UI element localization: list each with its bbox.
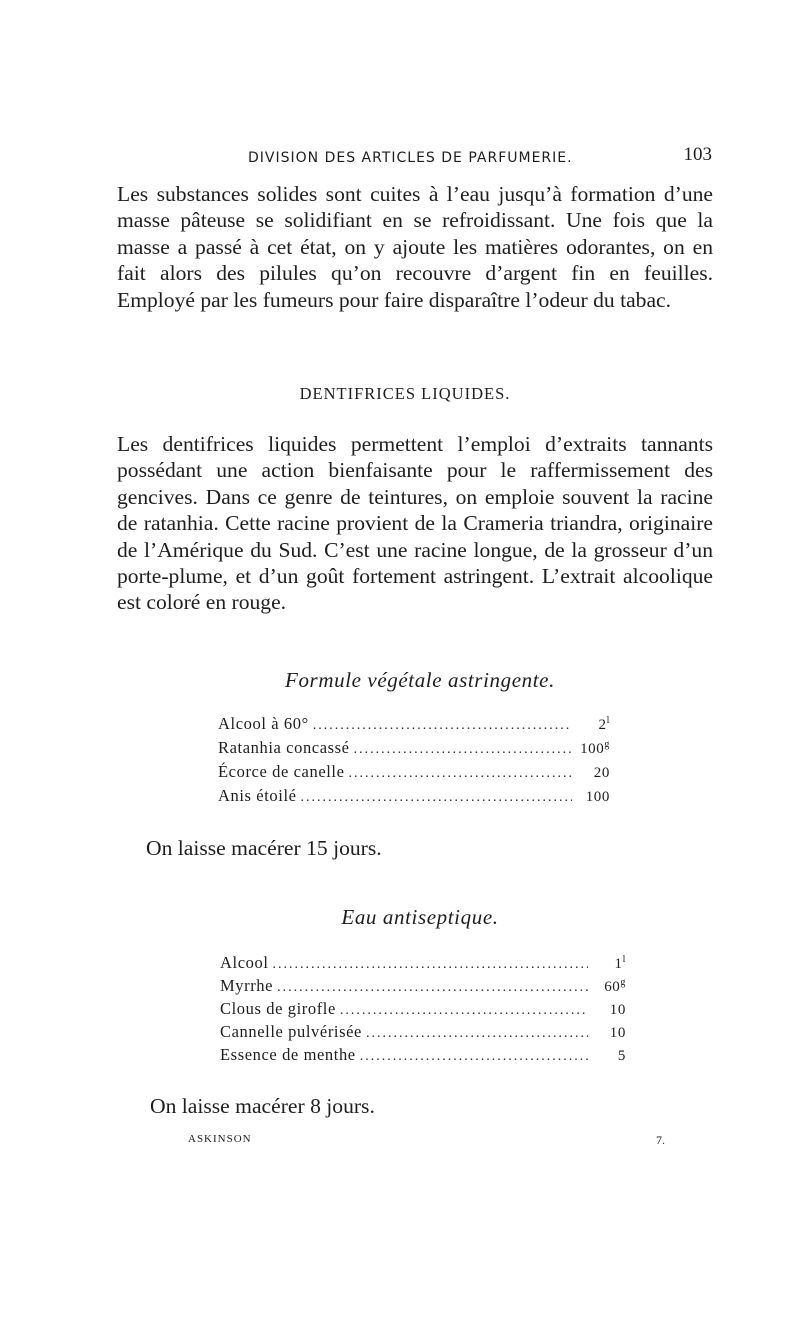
ingredient-name: Essence de menthe xyxy=(220,1045,356,1064)
recipe-row xyxy=(220,1045,626,1068)
ingredient-name: Alcool à 60° xyxy=(218,714,309,733)
recipe-row xyxy=(218,738,610,762)
section-heading: DENTIFRICES LIQUIDES. xyxy=(299,384,511,403)
recipe-table-astringente xyxy=(218,714,610,810)
recipe-row xyxy=(220,953,626,976)
recipe-row xyxy=(218,786,610,810)
ingredient-name: Cannelle pulvérisée xyxy=(220,1022,362,1041)
ingredient-name: Anis étoilé xyxy=(218,786,297,805)
ingredient-name: Clous de girofle xyxy=(220,999,336,1018)
maceration-note-8-days: On laisse macérer 8 jours. xyxy=(150,1094,375,1118)
sheet-number: 7. xyxy=(656,1133,665,1147)
ingredient-quantity: 10 xyxy=(609,1025,626,1041)
leader-dots xyxy=(360,1049,588,1065)
ingredient-quantity: 5 xyxy=(617,1048,626,1064)
leader-dots xyxy=(340,1003,588,1019)
page-number: 103 xyxy=(683,144,712,165)
leader-dots xyxy=(349,766,572,782)
recipe-row xyxy=(218,714,610,738)
leader-dots xyxy=(313,718,572,734)
maceration-note-15-days: On laisse macérer 15 jours. xyxy=(146,836,382,860)
leader-dots xyxy=(366,1026,588,1042)
recipe-row xyxy=(220,976,626,999)
ingredient-name: Myrrhe xyxy=(220,976,274,995)
leader-dots xyxy=(273,957,588,973)
signature-mark-askinson: ASKINSON xyxy=(188,1133,252,1145)
leader-dots xyxy=(354,742,572,758)
running-head: DIVISION DES ARTICLES DE PARFUMERIE. xyxy=(248,150,573,166)
ingredient-quantity: 60$^g$ xyxy=(604,977,626,995)
leader-dots xyxy=(301,790,572,806)
ingredient-quantity: 10 xyxy=(609,1002,626,1018)
ingredient-quantity: 20 xyxy=(593,765,610,781)
leader-dots xyxy=(277,980,588,996)
recipe-row xyxy=(218,762,610,786)
ingredient-name: Ratanhia concassé xyxy=(218,738,350,757)
recipe-table-antiseptique xyxy=(220,953,626,1068)
ingredient-quantity: 2$^l$ xyxy=(598,715,610,733)
formula-title-astringente: Formule végétale astringente. xyxy=(285,668,555,692)
recipe-row xyxy=(220,999,626,1022)
ingredient-name: Écorce de canelle xyxy=(218,762,345,781)
ingredient-name: Alcool xyxy=(220,953,269,972)
ingredient-quantity: 100$^g$ xyxy=(580,739,610,757)
ingredient-quantity: 1$^l$ xyxy=(614,954,626,972)
recipe-row xyxy=(220,1022,626,1045)
formula-title-antiseptique: Eau antiseptique. xyxy=(341,905,499,929)
ingredient-quantity: 100 xyxy=(585,789,610,805)
paragraph-dentifrices: Les dentifrices liquides permettent l’emploi d’extraits tannants possédant une action bienfaisante pour le raffermissement des gencives. Dans ce genre de teintures, on emploie souvent la racine de ratanhia. Cette racine provient de la Crameria triandra, originaire de l’Amérique du Sud. C’est une racine longue, de la grosseur d’un porte-plume, et d’un goût fortement astringent. L’extrait alcoolique est coloré en rouge. xyxy=(117,432,713,615)
paragraph-pills: Les substances solides sont cuites à l’eau jusqu’à formation d’une masse pâteuse se solidifiant en se refroidissant. Une fois que la masse a passé à cet état, on y ajoute les matières odorantes, on en fait alors des pilules qu’on recouvre d’argent fin en feuilles. Employé par les fumeurs pour faire disparaître l’odeur du tabac. xyxy=(117,182,713,312)
